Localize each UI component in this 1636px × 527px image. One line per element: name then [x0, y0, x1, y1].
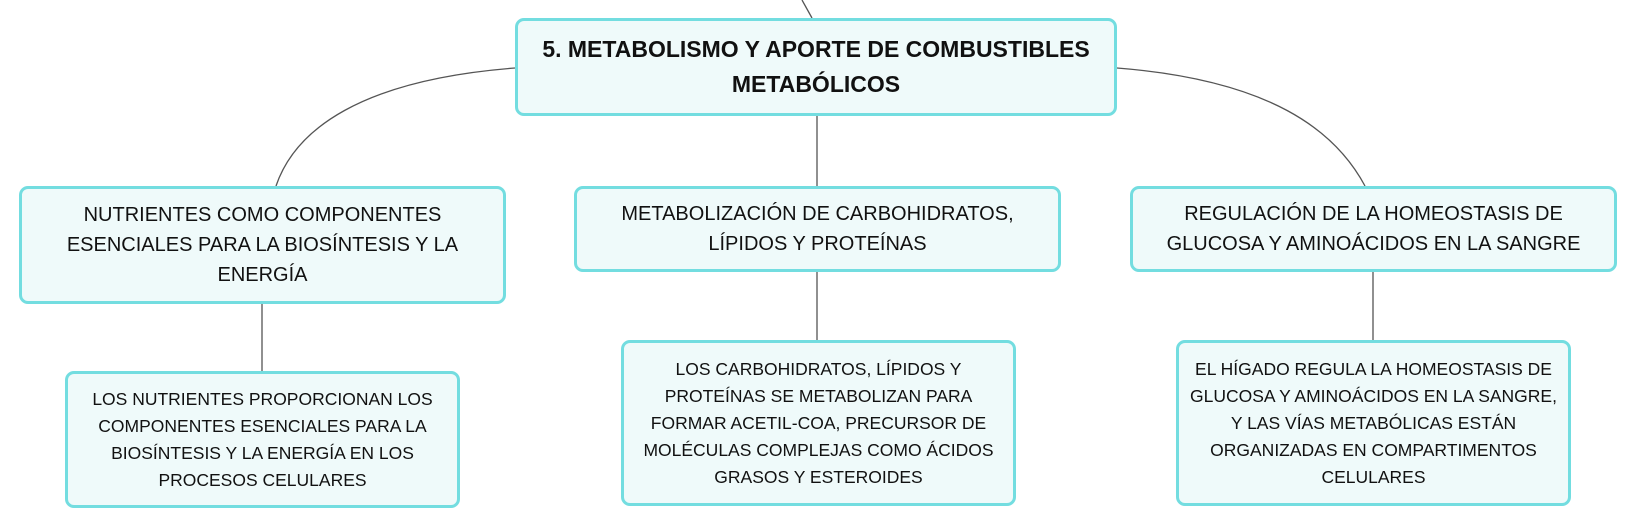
- subtopic-nutrientes-detail-text: LOS NUTRIENTES PROPORCIONAN LOS COMPONENTES ESENCIALES PARA LA BIOSÍNTESIS Y LA ENERGÍA EN LOS PROCESOS CELULARES: [92, 388, 433, 490]
- root-topic-label: 5. METABOLISMO Y APORTE DE COMBUSTIBLES METABÓLICOS: [542, 36, 1090, 97]
- subtopic-nutrientes-detail[interactable]: [65, 371, 460, 508]
- connector-root-incoming: [802, 0, 812, 18]
- topic-metabolizacion[interactable]: [574, 186, 1061, 272]
- connector-root-to-branch-1: [276, 68, 515, 186]
- topic-nutrientes-label: NUTRIENTES COMO COMPONENTES ESENCIALES PARA LA BIOSÍNTESIS Y LA ENERGÍA: [66, 204, 459, 286]
- root-topic[interactable]: [515, 18, 1117, 116]
- topic-nutrientes[interactable]: [19, 186, 506, 304]
- subtopic-regulacion-detail[interactable]: [1176, 340, 1571, 506]
- topic-regulacion[interactable]: [1130, 186, 1617, 272]
- subtopic-metabolizacion-detail-text: LOS CARBOHIDRATOS, LÍPIDOS Y PROTEÍNAS SE METABOLIZAN PARA FORMAR ACETIL-COA, PRECURSOR DE MOLÉCULAS COMPLEJAS COMO ÁCIDOS GRASOS Y ESTEROIDES: [643, 358, 994, 487]
- subtopic-metabolizacion-detail[interactable]: [621, 340, 1016, 506]
- topic-metabolizacion-label: METABOLIZACIÓN DE CARBOHIDRATOS, LÍPIDOS Y PROTEÍNAS: [621, 203, 1014, 255]
- topic-regulacion-label: REGULACIÓN DE LA HOMEOSTASIS DE GLUCOSA Y AMINOÁCIDOS EN LA SANGRE: [1166, 203, 1581, 255]
- subtopic-regulacion-detail-text: EL HÍGADO REGULA LA HOMEOSTASIS DE GLUCOSA Y AMINOÁCIDOS EN LA SANGRE, Y LAS VÍAS METABÓLICAS ESTÁN ORGANIZADAS EN COMPARTIMENTOS CELULARES: [1190, 358, 1557, 487]
- connector-root-to-branch-3: [1117, 68, 1365, 186]
